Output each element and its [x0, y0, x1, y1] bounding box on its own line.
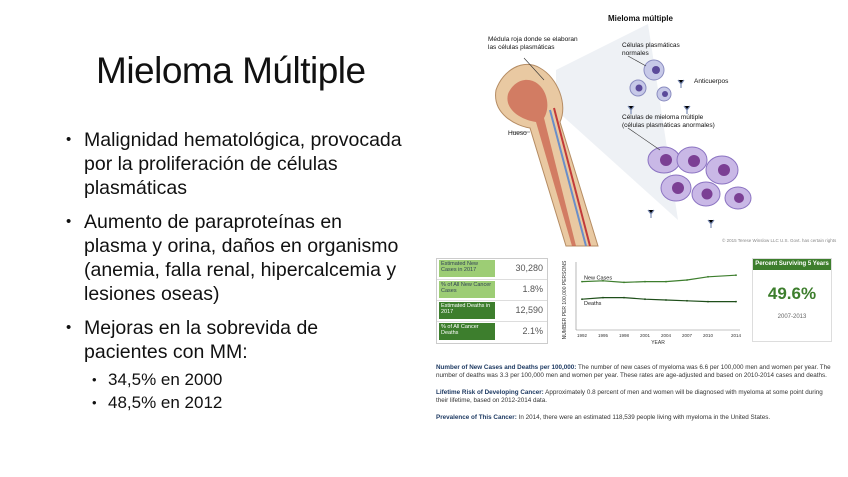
- data-point: [665, 299, 667, 301]
- stat-label: % of All New Cancer Cases: [439, 281, 495, 298]
- stat-label: Estimated Deaths in 2017: [439, 302, 495, 319]
- note-paragraph: [436, 414, 834, 422]
- stat-row: [437, 280, 547, 301]
- note-heading: Lifetime Risk of Developing Cancer:: [436, 389, 544, 396]
- line-chart: [560, 256, 750, 346]
- bullet-list: [62, 128, 402, 424]
- statistics-table: [436, 258, 548, 344]
- stat-row: [437, 259, 547, 280]
- illustration-credit: © 2015 Terese Winslow LLC U.S. Govt. has certain rights: [722, 238, 837, 243]
- data-point: [644, 298, 646, 300]
- sub-bullet-list: [84, 368, 402, 414]
- myeloma-illustration: [478, 10, 838, 250]
- stat-value: 2.1%: [522, 326, 543, 336]
- note-paragraph: [436, 389, 834, 405]
- sub-bullet-item: • 48,5% en 2012: [84, 391, 402, 414]
- series-line: [582, 298, 736, 302]
- data-point: [707, 301, 709, 303]
- note-heading: Prevalence of This Cancer:: [436, 414, 517, 421]
- x-tick-label: 2004: [660, 333, 672, 338]
- data-point: [644, 281, 646, 283]
- bullet-item: [62, 128, 402, 200]
- normal-cells-label: Células plasmáticas normales: [622, 42, 680, 57]
- antibodies-label: Anticuerpos: [694, 78, 729, 85]
- marrow-label: Médula roja donde se elaboran las células plasmáticas: [488, 36, 578, 51]
- x-tick-label: 2014: [730, 333, 742, 338]
- x-tick-label: 2010: [702, 333, 714, 338]
- bullet-text: Malignidad hematológica, provocada por la proliferación de células plasmáticas: [84, 129, 402, 199]
- incidence-chart: [560, 256, 750, 346]
- stat-label: % of All Cancer Deaths: [439, 323, 495, 340]
- data-point: [623, 282, 625, 284]
- stat-value: 30,280: [515, 263, 543, 273]
- survival-box: [752, 258, 832, 342]
- series-label: Deaths: [584, 301, 602, 308]
- note-heading: Number of New Cases and Deaths per 100,000:: [436, 364, 577, 371]
- stat-row: [437, 322, 547, 342]
- x-tick-label: 1995: [597, 333, 609, 338]
- stat-value: 1.8%: [522, 284, 543, 294]
- data-point: [735, 301, 737, 303]
- bullet-text: Mejoras en la sobrevida de pacientes con MM:: [84, 317, 319, 363]
- data-point: [602, 297, 604, 299]
- survival-heading: Percent Surviving 5 Years: [753, 259, 831, 270]
- stat-value: 12,590: [515, 305, 543, 315]
- data-point: [686, 279, 688, 281]
- x-tick-label: 1992: [576, 333, 588, 338]
- y-axis-label: NUMBER PER 100,000 PERSONS: [562, 260, 568, 340]
- data-point: [707, 276, 709, 278]
- myeloma-cells-label: Células de mieloma múltiple (células plasmáticas anormales): [622, 114, 715, 129]
- data-point: [581, 281, 583, 283]
- x-tick-label: 2001: [639, 333, 651, 338]
- bone-label: Hueso: [508, 130, 527, 137]
- data-point: [665, 281, 667, 283]
- sub-bullet-item: • 34,5% en 2000: [84, 368, 402, 391]
- bullet-item: [62, 316, 402, 414]
- data-point: [581, 298, 583, 300]
- note-text: Approximately 0.8 percent of men and women will be diagnosed with myeloma at some point during their lifetime, based on 2012-2014 data.: [436, 389, 823, 404]
- slide-title: Mieloma Múltiple: [96, 50, 366, 91]
- stat-row: [437, 301, 547, 322]
- stat-label: Estimated New Cases in 2017: [439, 260, 495, 277]
- note-text: In 2014, there were an estimated 118,539 people living with myeloma in the United States.: [516, 414, 771, 421]
- survival-value: 49.6%: [767, 284, 817, 303]
- bullet-text: Aumento de paraproteínas en plasma y orina, daños en organismo (anemia, falla renal, hipercalcemia y lesiones oseas): [84, 211, 399, 305]
- data-point: [735, 274, 737, 276]
- note-paragraph: [436, 364, 834, 380]
- x-tick-label: 1998: [618, 333, 630, 338]
- survival-years: 2007-2013: [777, 314, 807, 320]
- data-point: [686, 300, 688, 302]
- x-tick-label: 2007: [681, 333, 693, 338]
- x-axis-label: YEAR: [651, 340, 665, 346]
- bullet-item: [62, 210, 402, 306]
- data-point: [623, 297, 625, 299]
- illustration-title: Mieloma múltiple: [608, 14, 673, 23]
- series-label: New Cases: [584, 275, 613, 282]
- note-text: The number of new cases of myeloma was 6.6 per 100,000 men and women per year. The number of deaths was 3.3 per 100,000 men and women per year. These rates are age-adjusted and based on 2010-2014 cases and deaths.: [436, 364, 831, 379]
- notes-section: [436, 364, 834, 431]
